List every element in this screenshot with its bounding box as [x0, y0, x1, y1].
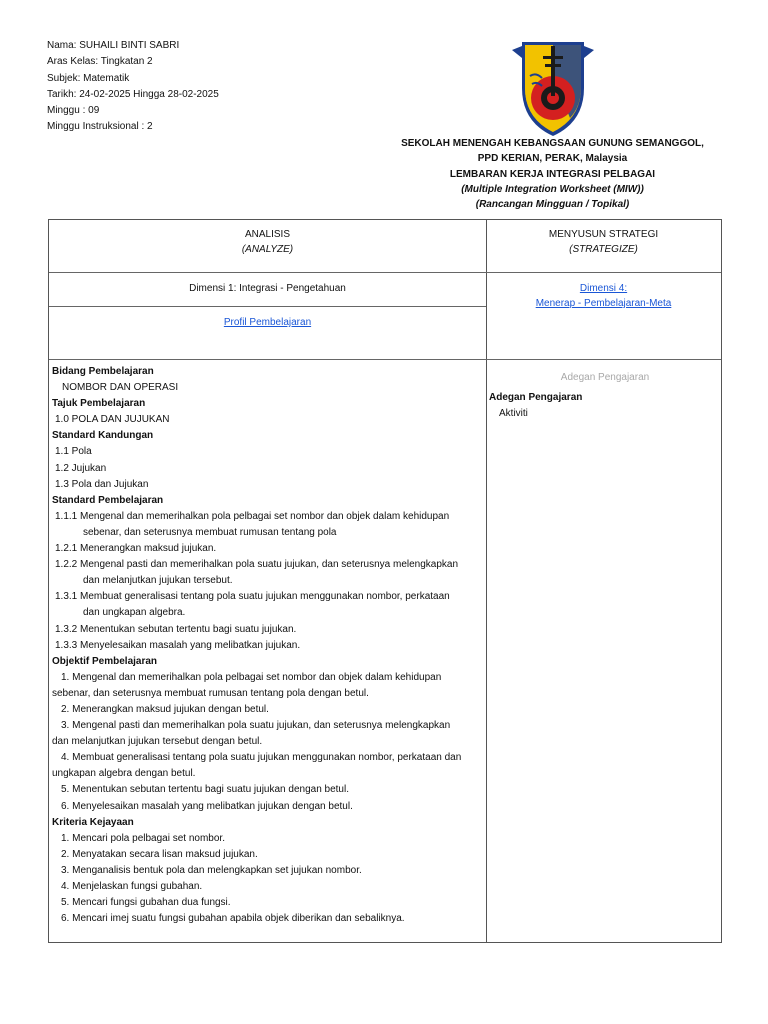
adegan-placeholder: Adegan Pengajaran — [560, 372, 650, 383]
school-heading — [380, 136, 725, 212]
header-divider — [49, 272, 721, 273]
kk-item: 6. Mencari imej suatu fungsi gubahan apabila objek diberikan dan sebaliknya. — [61, 913, 405, 925]
worksheet-title: LEMBARAN KERJA INTEGRASI PELBAGAI — [449, 168, 656, 180]
worksheet-type: (Rancangan Mingguan / Topikal) — [475, 199, 630, 211]
date-range: Tarikh: 24-02-2025 Hingga 28-02-2025 — [47, 88, 219, 100]
strategize-header — [486, 227, 721, 257]
op-item: 3. Mengenal pasti dan memerihalkan pola suatu jujukan, dan seterusnya melengkapkan — [61, 720, 451, 732]
school-name: SEKOLAH MENENGAH KEBANGSAAN GUNUNG SEMANGGOL, — [401, 138, 704, 149]
op-item: 4. Membuat generalisasi tentang pola suatu jujukan menggunakan nombor, perkataan dan — [61, 752, 462, 764]
kk-item: 1. Mencari pola pelbagai set nombor. — [61, 832, 225, 844]
profil-divider — [49, 359, 486, 360]
dimensi1-divider — [49, 306, 486, 307]
strategize-title: MENYUSUN STRATEGI — [548, 229, 659, 240]
dimensi4-link[interactable]: Dimensi 4: — [579, 283, 628, 294]
kk-item: 3. Menganalisis bentuk pola dan melengkapkan set jujukan nombor. — [61, 864, 362, 876]
op-item: 2. Menerangkan maksud jujukan dengan betul. — [61, 703, 269, 715]
analysis-content — [52, 364, 482, 927]
bidang-value: NOMBOR DAN OPERASI — [62, 382, 179, 394]
aktiviti-label: Aktiviti — [499, 408, 528, 419]
profil-link-wrap[interactable] — [49, 315, 486, 330]
sk-item: 1.2 Jujukan — [55, 462, 107, 474]
op-heading: Objektif Pembelajaran — [52, 655, 158, 667]
tajuk-heading: Tajuk Pembelajaran — [52, 398, 146, 410]
sk-item: 1.3 Pola dan Jujukan — [55, 478, 149, 490]
dimensi4-divider — [486, 359, 721, 360]
worksheet-title-en: (Multiple Integration Worksheet (MIW)) — [461, 183, 644, 195]
sp-item: 1.3.1 Membuat generalisasi tentang pola suatu jujukan menggunakan nombor, perkataan — [55, 591, 450, 603]
op-item: 5. Menentukan sebutan tertentu bagi suatu jujukan dengan betul. — [61, 784, 349, 796]
kk-item: 4. Menjelaskan fungsi gubahan. — [61, 881, 203, 892]
sk-heading: Standard Kandungan — [52, 430, 154, 442]
bidang-heading: Bidang Pembelajaran — [52, 366, 154, 377]
school-district: PPD KERIAN, PERAK, Malaysia — [477, 153, 628, 165]
sp-item: 1.2.2 Mengenal pasti dan memerihalkan pola suatu jujukan, dan seterusnya melengkapkan — [55, 559, 459, 571]
menerap-link[interactable]: Menerap - Pembelajaran-Meta — [535, 298, 672, 309]
worksheet-table — [48, 219, 722, 943]
op-item-cont: dan melanjutkan jujukan tersebut dengan betul. — [52, 736, 263, 748]
instructional-week: Minggu Instruksional : 2 — [47, 121, 153, 133]
strategy-content — [489, 370, 721, 422]
sp-item: 1.3.3 Menyelesaikan masalah yang melibatkan jujukan. — [55, 639, 301, 651]
column-divider — [486, 220, 487, 942]
sp-item-cont: dan melanjutkan jujukan tersebut. — [83, 575, 233, 587]
dimensi4-links — [486, 281, 721, 311]
student-info — [47, 38, 219, 136]
analyze-subtitle: (ANALYZE) — [241, 244, 294, 255]
sp-item: 1.2.1 Menerangkan maksud jujukan. — [55, 543, 217, 555]
profil-pembelajaran-link[interactable]: Profil Pembelajaran — [223, 317, 312, 328]
sk-item: 1.1 Pola — [55, 446, 92, 458]
sp-item: 1.3.2 Menentukan sebutan tertentu bagi suatu jujukan. — [55, 623, 297, 635]
sp-item-cont: sebenar, dan seterusnya membuat rumusan tentang pola — [83, 526, 337, 538]
sp-item-cont: dan ungkapan algebra. — [83, 607, 186, 619]
analyze-header — [49, 227, 486, 257]
week: Minggu : 09 — [47, 105, 100, 117]
op-item-cont: sebenar, dan seterusnya membuat rumusan tentang pola dengan betul. — [52, 687, 369, 699]
tajuk-value: 1.0 POLA DAN JUJUKAN — [55, 414, 170, 426]
kk-item: 5. Mencari fungsi gubahan dua fungsi. — [61, 897, 231, 909]
adegan-heading: Adegan Pengajaran — [489, 392, 583, 403]
school-crest-icon — [510, 36, 596, 138]
kk-item: 2. Menyatakan secara lisan maksud jujukan. — [61, 848, 258, 860]
op-item: 1. Mengenal dan memerihalkan pola pelbagai set nombor dan objek dalam kehidupan — [61, 671, 442, 683]
student-name: Nama: SUHAILI BINTI SABRI — [47, 40, 180, 51]
dimensi1-label: Dimensi 1: Integrasi - Pengetahuan — [189, 283, 346, 294]
strategize-subtitle: (STRATEGIZE) — [569, 244, 638, 255]
analyze-title: ANALISIS — [244, 229, 291, 240]
kk-heading: Kriteria Kejayaan — [52, 816, 134, 828]
op-item-cont: ungkapan algebra dengan betul. — [52, 768, 196, 780]
sp-item: 1.1.1 Mengenal dan memerihalkan pola pelbagai set nombor dan objek dalam kehidupan — [55, 510, 450, 522]
class-level: Aras Kelas: Tingkatan 2 — [47, 56, 153, 68]
op-item: 6. Menyelesaikan masalah yang melibatkan jujukan dengan betul. — [61, 800, 353, 812]
sp-heading: Standard Pembelajaran — [52, 494, 164, 506]
subject: Subjek: Matematik — [47, 72, 130, 84]
